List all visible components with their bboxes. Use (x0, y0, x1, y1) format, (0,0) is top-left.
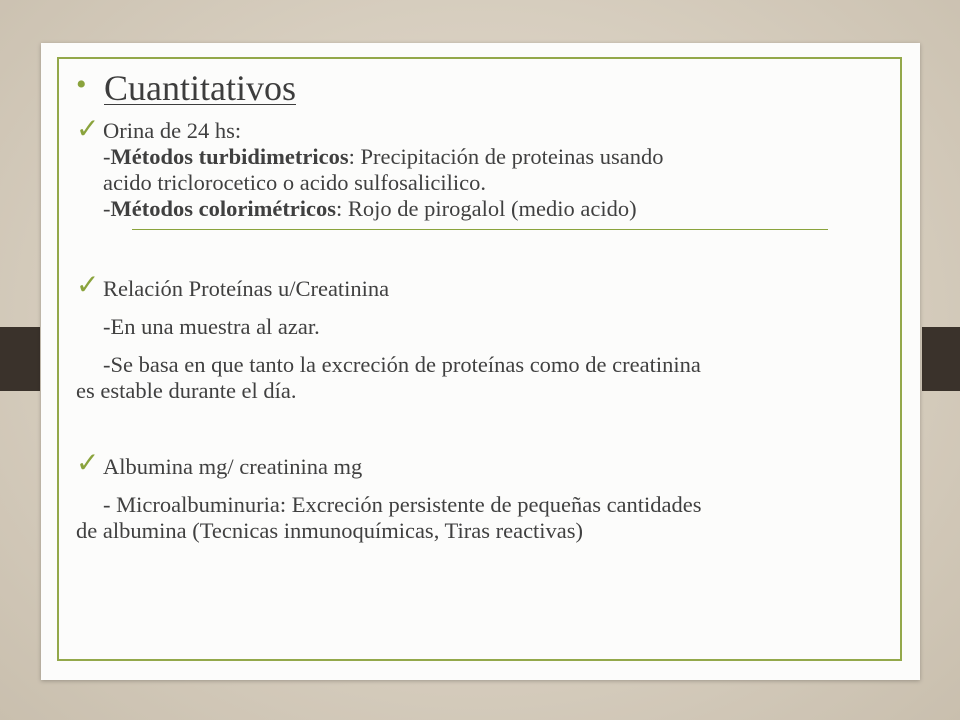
right-binder-tab (922, 327, 960, 391)
slide-title: Cuantitativos (104, 68, 296, 108)
left-binder-tab (0, 327, 40, 391)
bullet-icon: • (76, 68, 87, 101)
checkmark-icon: ✓ (76, 448, 100, 479)
checkmark-icon: ✓ (76, 270, 100, 301)
list-item-orina (76, 114, 896, 230)
method-colorimetric: -Métodos colorimétricos: Rojo de pirogalol (medio acido) (103, 196, 637, 221)
slide-content (76, 60, 896, 544)
method-turbidimetric-cont: acido triclorocetico o acido sulfosalicilico. (103, 170, 486, 195)
sub-paragraph: - Microalbuminuria: Excreción persistente de pequeñas cantidades de albumina (Tecnicas inmunoquímicas, Tiras reactivas) (76, 492, 702, 543)
list-item-albumina (76, 448, 896, 480)
divider-line (132, 229, 828, 230)
list-item-relacion (76, 270, 896, 302)
heading-row (76, 60, 896, 118)
sub-paragraph: -En una muestra al azar. (103, 314, 320, 339)
item-title: Orina de 24 hs: (103, 118, 242, 143)
method-turbidimetric: -Métodos turbidimetricos: Precipitación de proteinas usando (103, 144, 664, 169)
item-title: Albumina mg/ creatinina mg (103, 454, 363, 479)
sub-paragraph: -Se basa en que tanto la excreción de proteínas como de creatinina es estable durante el día. (76, 352, 701, 403)
item-title: Relación Proteínas u/Creatinina (103, 276, 390, 301)
checkmark-icon: ✓ (76, 114, 100, 145)
